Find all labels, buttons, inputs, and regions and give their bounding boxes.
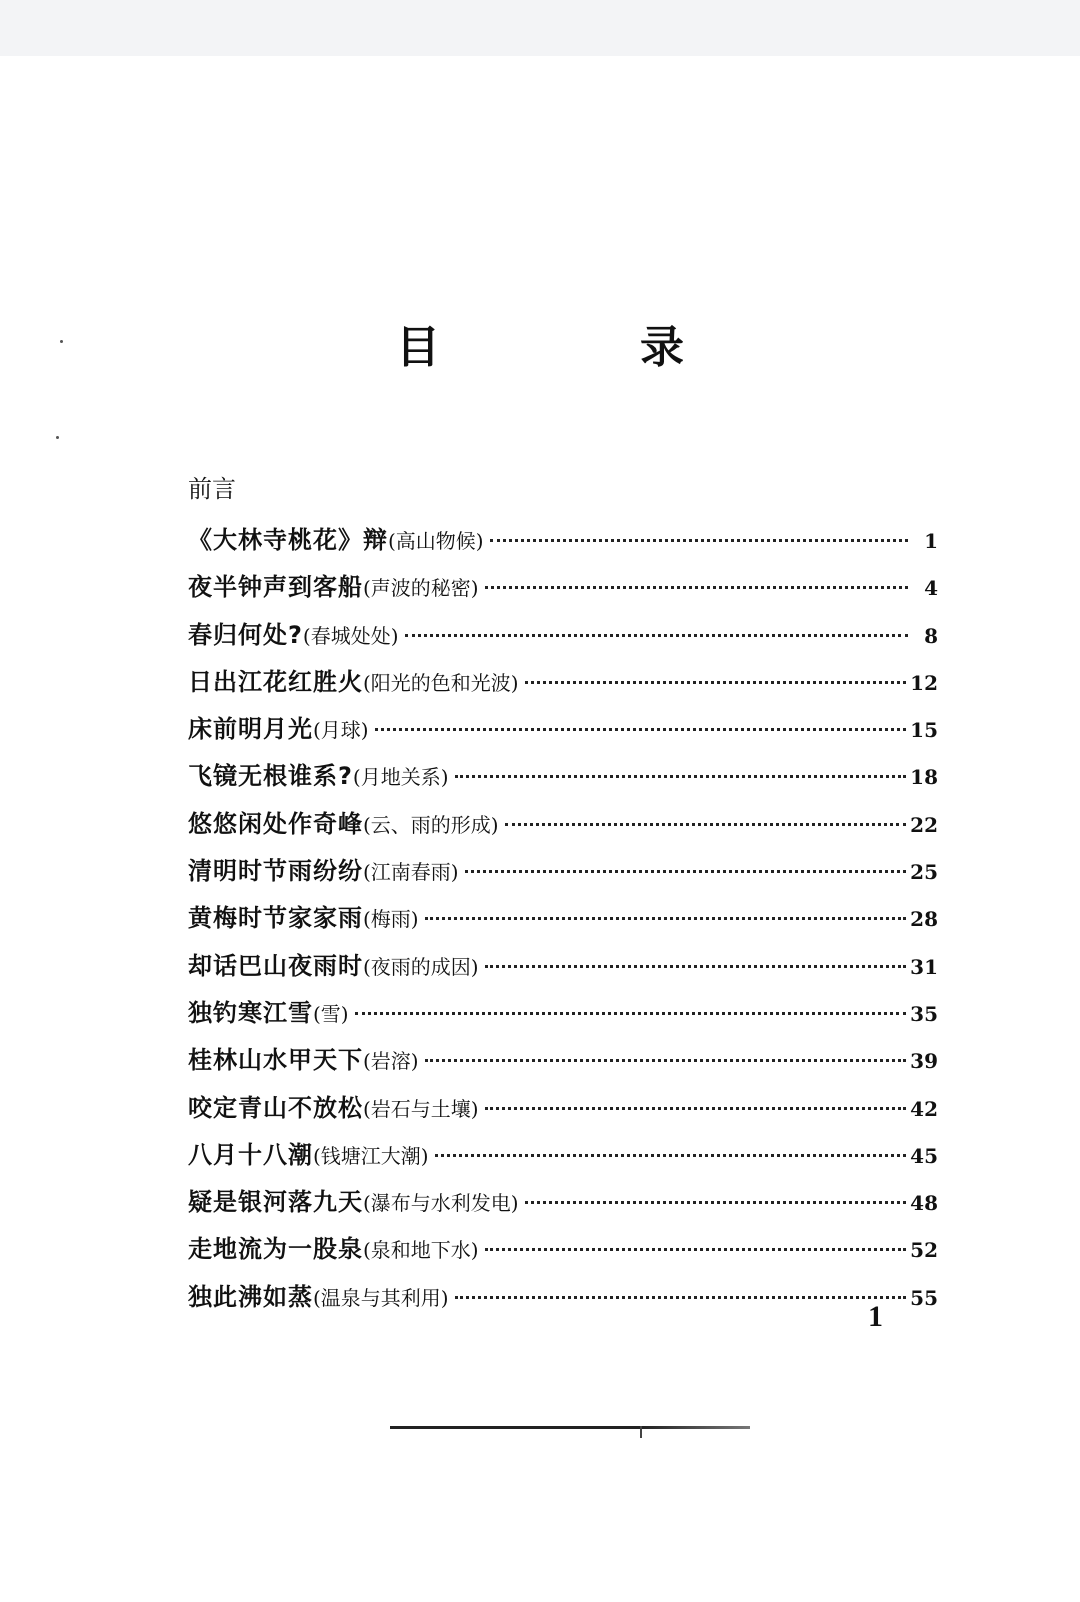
entry-title: 咬定青山不放松 xyxy=(188,1093,363,1122)
dot-leader xyxy=(425,1059,907,1062)
dot-leader xyxy=(455,1296,907,1299)
toc-entry xyxy=(188,851,938,898)
dot-leader xyxy=(490,539,908,542)
entry-subtitle: (岩溶) xyxy=(363,1049,419,1074)
entry-subtitle: (瀑布与水利发电) xyxy=(363,1191,519,1216)
toc-preface: 前言 xyxy=(188,475,236,503)
entry-title: 独钓寒江雪 xyxy=(188,998,313,1027)
toc-entry xyxy=(188,1040,938,1087)
entry-page-number: 39 xyxy=(910,1049,938,1074)
toc-entry xyxy=(188,662,938,709)
entry-subtitle: (春城处处) xyxy=(302,623,399,648)
entry-title: 疑是银河落九天 xyxy=(188,1188,363,1217)
dot-leader xyxy=(435,1154,907,1157)
entry-subtitle: (高山物候) xyxy=(388,529,484,553)
entry-page-number: 35 xyxy=(910,1001,938,1026)
entry-subtitle: (云、雨的形成) xyxy=(363,812,499,837)
entry-page-number: 1 xyxy=(924,529,938,553)
entry-title: 日出江花红胜火 xyxy=(188,667,363,696)
scan-artifact-line xyxy=(390,1426,750,1429)
entry-title: 夜半钟声到客船 xyxy=(188,573,363,602)
entry-subtitle: (钱塘江大潮) xyxy=(313,1143,429,1168)
entry-title: 春归何处? xyxy=(188,620,303,649)
toc-entry xyxy=(188,1088,938,1135)
entry-title: 飞镜无根谁系? xyxy=(188,762,353,791)
entry-page-number: 4 xyxy=(924,576,938,601)
entry-title: 《大林寺桃花》辩 xyxy=(188,526,388,554)
toc-entry xyxy=(188,615,938,662)
toc-entry xyxy=(188,1277,938,1324)
entry-subtitle: (月球) xyxy=(313,718,369,743)
dot-leader xyxy=(485,586,908,589)
entry-page-number: 12 xyxy=(910,670,938,695)
entry-subtitle: (梅雨) xyxy=(363,907,419,932)
dot-leader xyxy=(485,1107,907,1110)
entry-page-number: 52 xyxy=(910,1238,938,1263)
page-folio: 1 xyxy=(868,1300,883,1333)
toc-entry xyxy=(188,756,938,803)
dot-leader xyxy=(505,823,907,826)
entry-page-number: 45 xyxy=(910,1143,938,1168)
entry-title: 桂林山水甲天下 xyxy=(188,1046,363,1075)
dot-leader xyxy=(355,1012,907,1015)
entry-subtitle: (温泉与其利用) xyxy=(313,1285,449,1310)
scan-speck xyxy=(60,340,63,343)
toc-entry xyxy=(188,1182,938,1229)
entry-title: 黄梅时节家家雨 xyxy=(188,904,363,933)
entry-subtitle: (岩石与土壤) xyxy=(363,1096,479,1121)
dot-leader xyxy=(455,775,907,778)
entry-page-number: 48 xyxy=(910,1191,938,1216)
entry-page-number: 42 xyxy=(910,1096,938,1121)
entry-page-number: 28 xyxy=(910,907,938,932)
dot-leader xyxy=(405,634,908,637)
entry-title: 悠悠闲处作奇峰 xyxy=(188,809,363,838)
entry-page-number: 15 xyxy=(910,718,938,743)
entry-subtitle: (声波的秘密) xyxy=(363,576,479,601)
scan-speck xyxy=(56,436,59,439)
dot-leader xyxy=(485,1248,907,1251)
entry-page-number: 55 xyxy=(910,1285,938,1310)
entry-page-number: 22 xyxy=(910,812,938,837)
toc-entry xyxy=(188,898,938,945)
toc-entry xyxy=(188,1135,938,1182)
entry-title: 八月十八潮 xyxy=(188,1140,313,1169)
entry-subtitle: (江南春雨) xyxy=(363,860,459,885)
entry-page-number: 31 xyxy=(910,954,938,979)
dot-leader xyxy=(485,965,907,968)
entry-subtitle: (泉和地下水) xyxy=(363,1238,479,1263)
entry-page-number: 18 xyxy=(910,765,938,790)
toc-entry xyxy=(188,1229,938,1276)
dot-leader xyxy=(375,728,907,731)
entry-title: 清明时节雨纷纷 xyxy=(188,857,363,886)
entry-page-number: 8 xyxy=(924,623,938,648)
toc-entry xyxy=(188,804,938,851)
entry-title: 床前明月光 xyxy=(188,715,313,744)
toc-entry xyxy=(188,567,938,614)
entry-title: 却话巴山夜雨时 xyxy=(188,951,363,980)
entry-subtitle: (雪) xyxy=(313,1001,349,1026)
toc-entry xyxy=(188,946,938,993)
entry-subtitle: (阳光的色和光波) xyxy=(363,670,519,695)
entry-subtitle: (夜雨的成因) xyxy=(363,954,479,979)
toc-entry xyxy=(188,520,938,567)
dot-leader xyxy=(525,681,907,684)
dot-leader xyxy=(425,917,907,920)
table-of-contents xyxy=(188,474,938,1324)
dot-leader xyxy=(465,870,907,873)
entry-title: 走地流为一股泉 xyxy=(188,1235,363,1264)
entry-title: 独此沸如蒸 xyxy=(188,1282,313,1311)
entry-page-number: 25 xyxy=(910,860,938,885)
page-title: 目 录 xyxy=(396,322,762,373)
entry-subtitle: (月地关系) xyxy=(352,765,449,790)
dot-leader xyxy=(525,1201,907,1204)
scan-artifact-tick xyxy=(640,1426,642,1438)
toc-entry xyxy=(188,709,938,756)
toc-entry xyxy=(188,993,938,1040)
